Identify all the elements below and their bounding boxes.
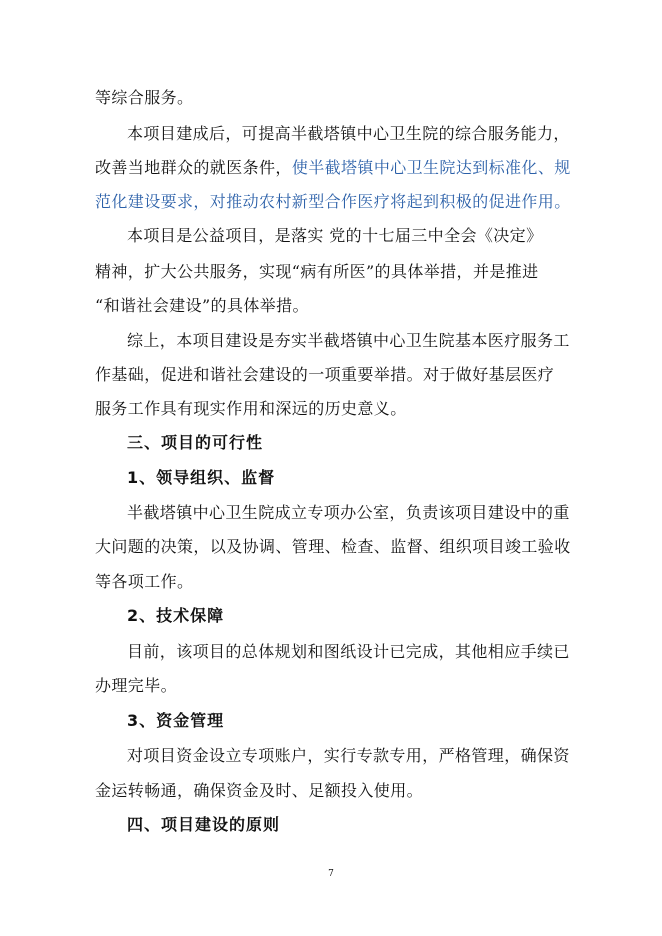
paragraph-line: 本项目建成后，可提高半截塔镇中心卫生院的综合服务能力， <box>127 124 570 143</box>
paragraph-text: 改善当地群众的就医条件， <box>95 158 292 177</box>
paragraph-line: 服务工作具有现实作用和深远的历史意义。 <box>95 399 407 418</box>
paragraph-line: 精神，扩大公共服务，实现“病有所医”的具体举措，并是推进 <box>95 262 539 281</box>
subsection-heading: 3、资金管理 <box>127 711 225 730</box>
paragraph-line: 等各项工作。 <box>95 572 194 591</box>
paragraph-line: 综上，本项目建设是夯实半截塔镇中心卫生院基本医疗服务工 <box>127 331 570 350</box>
paragraph-line: 等综合服务。 <box>95 88 194 107</box>
paragraph-line: 作基础，促进和谐社会建设的一项重要举措。对于做好基层医疗 <box>95 365 555 384</box>
paragraph-line: 大问题的决策，以及协调、管理、检查、监督、组织项目竣工验收 <box>95 537 571 556</box>
subsection-heading: 2、技术保障 <box>127 606 225 625</box>
paragraph-line: 金运转畅通，确保资金及时、足额投入使用。 <box>95 781 424 800</box>
paragraph-line: 目前，该项目的总体规划和图纸设计已完成，其他相应手续已 <box>127 642 570 661</box>
paragraph-line: “和谐社会建设”的具体举措。 <box>95 296 309 315</box>
paragraph-line: 本项目是公益项目，是落实 党的十七届三中全会《决定》 <box>127 226 543 245</box>
paragraph-line: 对项目资金设立专项账户，实行专款专用，严格管理，确保资 <box>127 746 570 765</box>
subsection-heading: 1、领导组织、监督 <box>127 468 276 487</box>
highlighted-text: 范化建设要求，对推动农村新型合作医疗将起到积极的促进作用。 <box>95 192 571 211</box>
paragraph-line: 办理完毕。 <box>95 676 178 695</box>
paragraph-line: 半截塔镇中心卫生院成立专项办公室，负责该项目建设中的重 <box>127 503 570 522</box>
paragraph-line <box>95 158 585 178</box>
page-number: 7 <box>328 869 334 879</box>
section-heading: 四、项目建设的原则 <box>127 815 281 834</box>
highlighted-text: 使半截塔镇中心卫生院达到标准化、规 <box>291 158 571 177</box>
section-heading: 三、项目的可行性 <box>127 433 264 452</box>
